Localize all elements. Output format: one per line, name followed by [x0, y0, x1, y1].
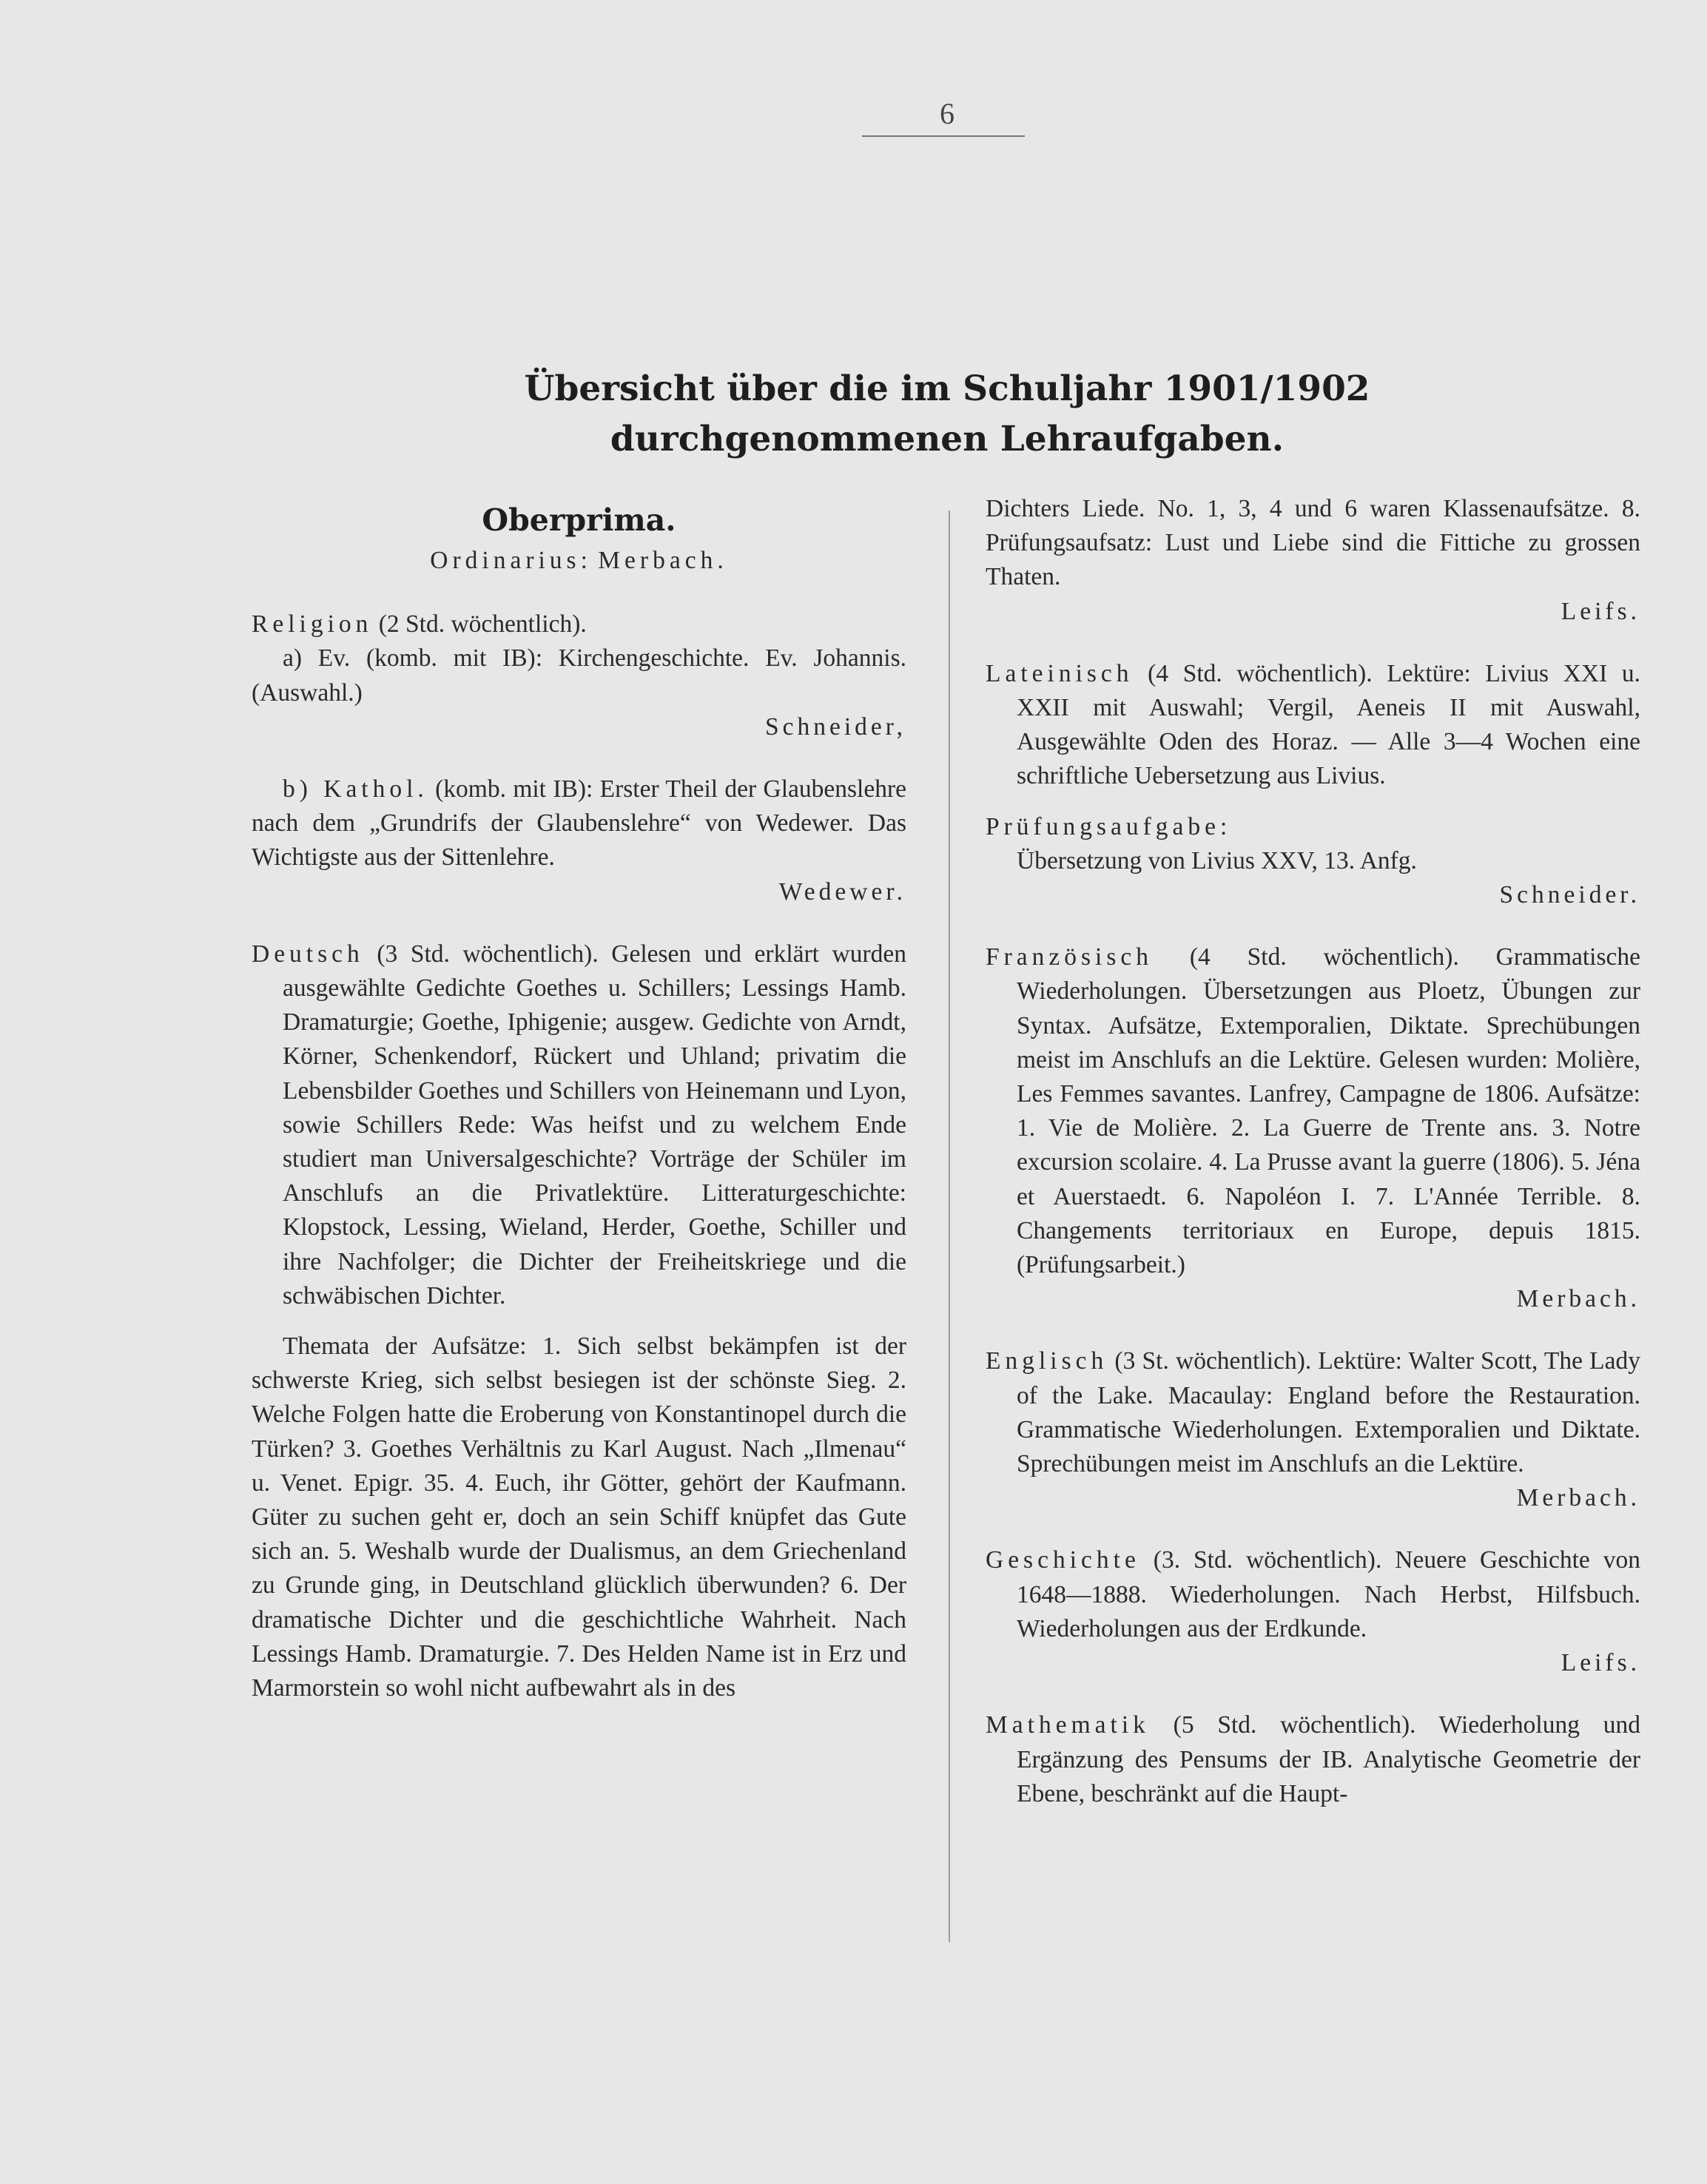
- englisch-teacher: Merbach.: [1516, 1484, 1640, 1512]
- religion-kathol-text: (komb. mit IB): Erster Theil der Glaubenslehre nach dem „Grundrifs der Glaubenslehre“ von Wedewer. Das Wichtigste aus der Sittenlehre.: [252, 775, 906, 872]
- religion-kathol-teacher: Wedewer.: [778, 877, 906, 906]
- religion-subject: Religion: [252, 610, 373, 638]
- lateinisch-text: (4 Std. wöchentlich). Lektüre: Livius XXI u. XXII mit Auswahl; Vergil, Aeneis II mit Auswahl, Ausgewählte Oden des Horaz. — Alle 3—4 Wochen eine schriftliche Uebersetzung aus Livius.: [1017, 659, 1640, 790]
- lateinisch-teacher: Schneider.: [1499, 881, 1640, 909]
- spacer: [986, 629, 1640, 657]
- right-column: [986, 492, 1640, 1811]
- title-line-2: durchgenommenen Lehraufgaben.: [610, 419, 1285, 459]
- religion-kathol: [252, 772, 906, 875]
- spacer: [252, 909, 906, 937]
- geschichte-subject: Geschichte: [986, 1546, 1140, 1574]
- pruefungsaufgabe-label: Prüfungsaufgabe:: [986, 812, 1232, 840]
- title-line-1: Übersicht über die im Schuljahr 1901/1902: [524, 368, 1370, 409]
- franzoesisch-paragraph: [986, 940, 1640, 1282]
- geschichte-paragraph: [986, 1543, 1640, 1646]
- spacer: [986, 794, 1640, 810]
- religion-ev-label: a) Ev.: [283, 644, 351, 673]
- lateinisch-subject: Lateinisch: [986, 659, 1134, 687]
- left-column: [252, 492, 906, 1705]
- deutsch-continuation: Dichters Liede. No. 1, 3, 4 und 6 waren Klassenaufsätze. 8. Prüfungsaufsatz: Lust und Liebe sind die Fittiche zu grossen Thaten.: [986, 495, 1640, 591]
- pruefungsaufgabe-text: Übersetzung von Livius XXV, 13. Anfg.: [1017, 846, 1417, 874]
- deutsch-teacher: Leifs.: [1560, 597, 1640, 625]
- englisch-subject: Englisch: [986, 1347, 1108, 1375]
- spacer: [252, 1313, 906, 1329]
- deutsch-text: (3 Std. wöchentlich). Gelesen und erklärt wurden ausgewählte Gedichte Goethes u. Schillers; Lessings Hamb. Dramaturgie; Goethe, Iphigenie; ausgew. Gedichte von Arndt, Körner, Schenkendorf, Rückert und Uhland; privatim die Lebensbilder Goethes und Schillers von Heinemann und Lyon, sowie Schillers Rede: Was heifst und zu welchem Ende studiert man Universalgeschichte? Vorträge der Schüler im Anschlufs an die Privatlektüre. Litteraturgeschichte: Klopstock, Lessing, Wieland, Herder, Goethe, Schiller und ihre Nachfolger; die Dichter der Freiheitskriege und die schwäbischen Dichter.: [283, 940, 907, 1310]
- spacer: [986, 912, 1640, 940]
- englisch-paragraph: [986, 1344, 1640, 1481]
- religion-ev: [252, 641, 906, 710]
- ordinarius-line: [252, 544, 906, 578]
- header-rule: [862, 135, 1025, 137]
- franzoesisch-subject: Französisch: [986, 943, 1154, 971]
- spacer: [986, 1680, 1640, 1708]
- deutsch-subject: Deutsch: [252, 940, 364, 968]
- franzoesisch-teacher: Merbach.: [1516, 1285, 1640, 1313]
- column-divider: [949, 510, 950, 1942]
- religion-hours: (2 Std. wöchentlich).: [378, 610, 587, 638]
- religion-kathol-label: b) Kathol.: [283, 775, 428, 803]
- mathematik-subject: Mathematik: [986, 1711, 1150, 1739]
- religion-ev-text: (komb. mit IB): Kirchengeschichte. Ev. Johannis. (Auswahl.): [252, 644, 907, 707]
- spacer: [986, 1316, 1640, 1344]
- religion-heading: [252, 607, 906, 641]
- mathematik-text: (5 Std. wöchentlich). Wiederholung und Ergänzung des Pensums der IB. Analytische Geometrie der Ebene, beschränkt auf die Haupt-: [1017, 1711, 1640, 1807]
- ordinarius-name: Merbach.: [598, 547, 728, 574]
- religion-ev-teacher: Schneider,: [765, 712, 906, 741]
- page-number: 6: [940, 97, 954, 130]
- geschichte-teacher: Leifs.: [1560, 1649, 1640, 1677]
- deutsch-paragraph: [252, 937, 906, 1313]
- page-title: [370, 364, 1524, 465]
- englisch-text: (3 St. wöchentlich). Lektüre: Walter Scott, The Lady of the Lake. Macaulay: England before the Restauration. Grammatische Wiederholungen. Extemporalien und Diktate. Sprechübungen meist im Anschlufs an die Lektüre.: [1017, 1347, 1640, 1478]
- deutsch-themata: Themata der Aufsätze: 1. Sich selbst bekämpfen ist der schwerste Krieg, sich selbst besiegen ist der schönste Sieg. 2. Welche Folgen hatte die Eroberung von Konstantinopel durch die Türken? 3. Goethes Verhältnis zu Karl August. Nach „Ilmenau“ u. Venet. Epigr. 35. 4. Euch, ihr Götter, gehört der Kaufmann. Güter zu suchen geht er, doch an sein Schiff knüpfet das Gute sich an. 5. Weshalb wurde der Dualismus, an dem Griechenland zu Grunde ging, in Deutschland glücklich überwunden? 6. Der dramatische Dichter und die geschichtliche Wahrheit. Nach Lessings Hamb. Dramaturgie. 7. Des Helden Name ist in Erz und Marmorstein so wohl nicht aufbewahrt als in des: [252, 1332, 906, 1702]
- spacer: [252, 744, 906, 772]
- section-title: Oberprima.: [482, 502, 676, 538]
- geschichte-text: (3. Std. wöchentlich). Neuere Geschichte von 1648—1888. Wiederholungen. Nach Herbst, Hilfsbuch. Wiederholungen aus der Erdkunde.: [1017, 1546, 1640, 1642]
- mathematik-paragraph: [986, 1708, 1640, 1811]
- franzoesisch-text: (4 Std. wöchentlich). Grammatische Wiederholungen. Übersetzungen aus Ploetz, Übungen zur Syntax. Aufsätze, Extemporalien, Diktate. Sprechübungen meist im Anschlufs an die Lektüre. Gelesen wurden: Molière, Les Femmes savantes. Lanfrey, Campagne de 1806. Aufsätze: 1. Vie de Molière. 2. La Guerre de Trente ans. 3. Notre excursion scolaire. 4. La Prusse avant la guerre (1806). 5. Jéna et Auerstaedt. 6. Napoléon I. 7. L'Année Terrible. 8. Changements territoriaux en Europe, depuis 1815. (Prüfungsarbeit.): [1017, 943, 1641, 1279]
- lateinisch-paragraph: [986, 657, 1640, 794]
- ordinarius-label: Ordinarius:: [430, 547, 592, 574]
- spacer: [986, 1515, 1640, 1543]
